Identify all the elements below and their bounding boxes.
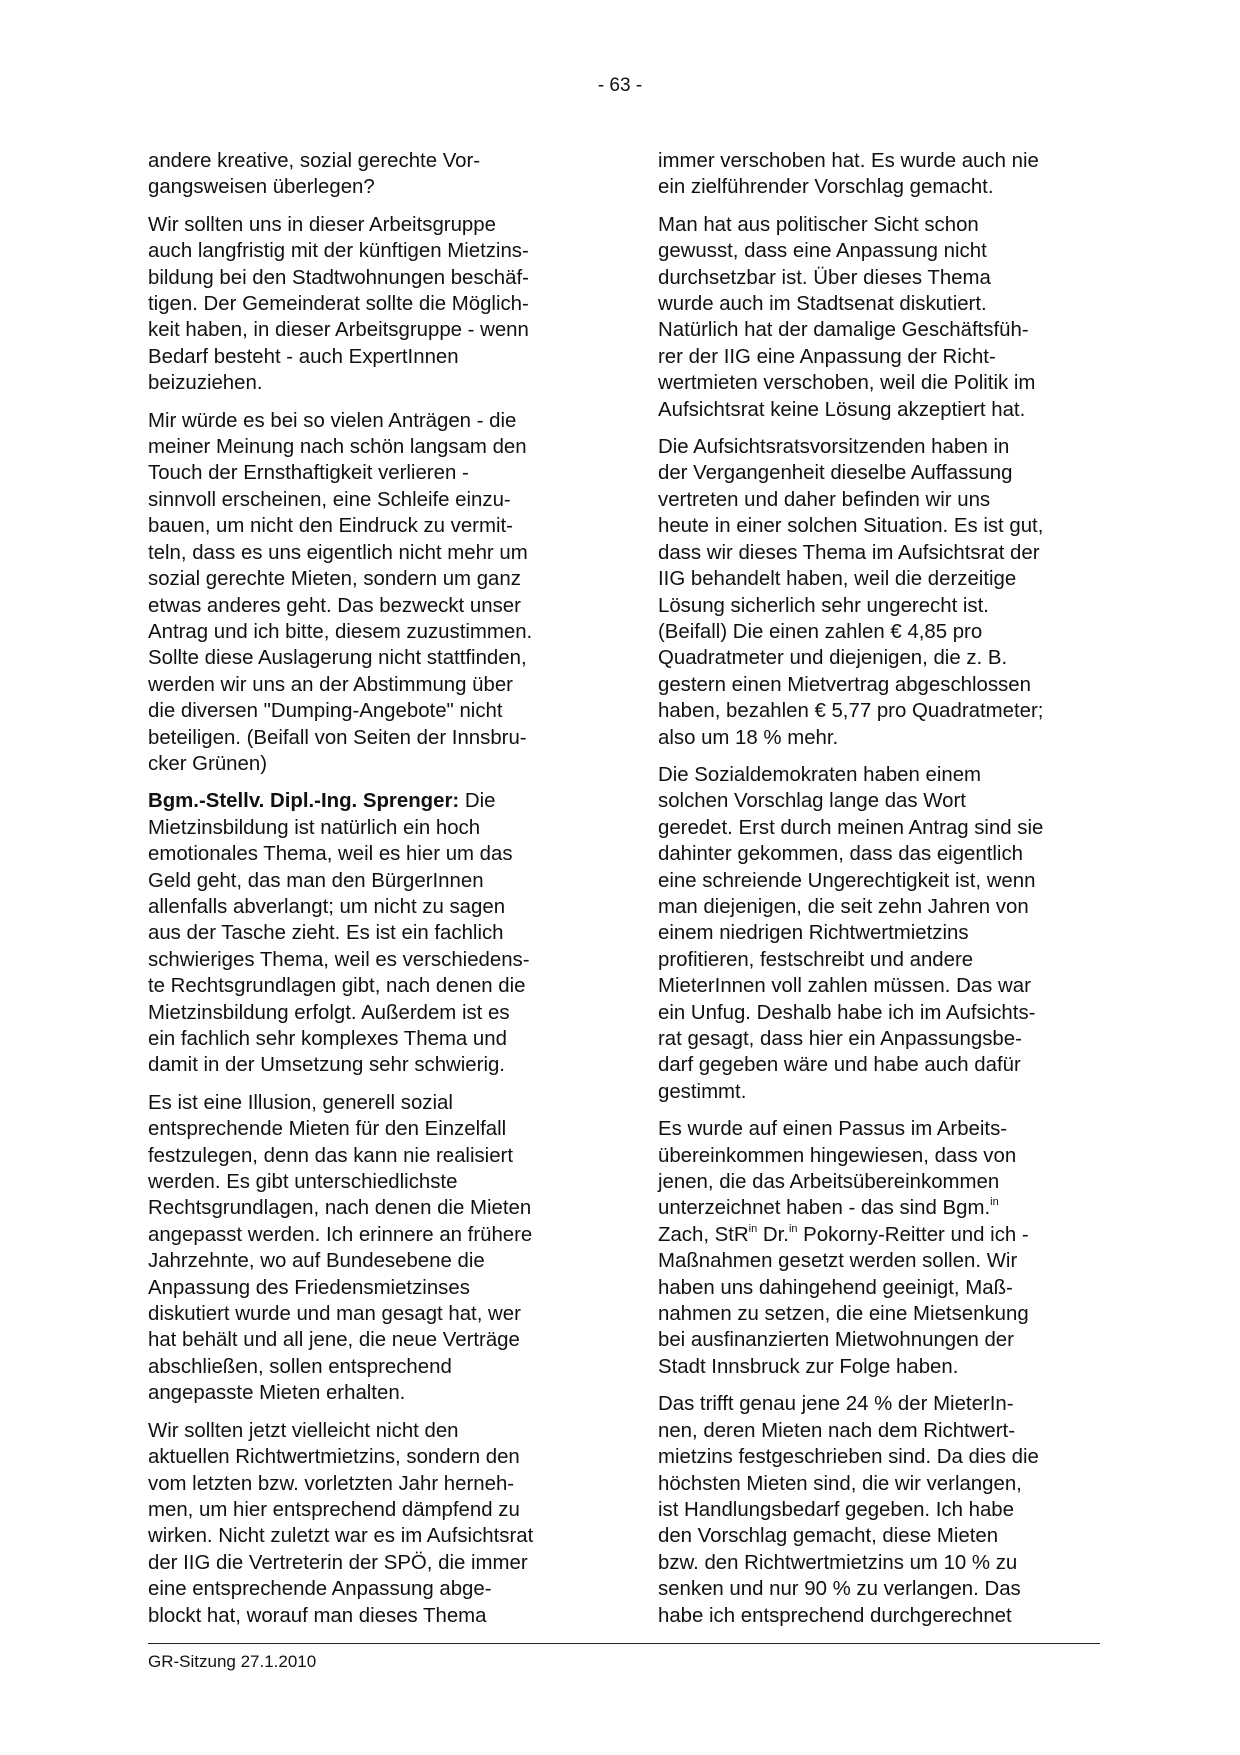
text-line: solchen Vorschlag lange das Wort [658,790,966,813]
text-line: cker Grünen) [148,752,267,775]
text-line: Aufsichtsrat keine Lösung akzeptiert hat. [658,398,1026,421]
text-line: gestimmt. [658,1080,747,1103]
text-line: schwieriges Thema, weil es verschiedens- [148,948,530,971]
paragraph [658,212,1098,423]
text-line: Es wurde auf einen Passus im Arbeits- [658,1118,1008,1141]
text-fragment: Dr. [757,1223,789,1246]
text-line: auch langfristig mit der künftigen Mietzins- [148,240,529,263]
text-line: geredet. Erst durch meinen Antrag sind sie [658,816,1044,839]
text-line: werden. Es gibt unterschiedlichste [148,1171,458,1194]
text-line: haben uns dahingehend geeinigt, Maß- [658,1276,1013,1299]
text-line: bei ausfinanzierten Mietwohnungen der [658,1329,1014,1352]
text-fragment: Zach, StR [658,1223,749,1246]
text-line: einem niedrigen Richtwertmietzins [658,922,969,945]
text-line: sinnvoll erscheinen, eine Schleife einzu- [148,488,511,511]
text-line: Mietzinsbildung ist natürlich ein hoch [148,816,481,839]
text-line: ist Handlungsbedarf gegeben. Ich habe [658,1498,1014,1521]
text-line: wertmieten verschoben, weil die Politik im [658,372,1036,395]
text-line: beizuziehen. [148,372,263,395]
text-line: te Rechtsgrundlagen gibt, nach denen die [148,975,526,998]
text-line: (Beifall) Die einen zahlen € 4,85 pro [658,620,983,643]
superscript: in [748,1222,758,1235]
text-line: gewusst, dass eine Anpassung nicht [658,240,987,263]
text-line: beteiligen. (Beifall von Seiten der Innsbru- [148,726,527,749]
text-line: teln, dass es uns eigentlich nicht mehr um [148,541,528,564]
text-line: habe ich entsprechend durchgerechnet [658,1604,1012,1627]
paragraph [148,1090,588,1407]
right-text-column [658,148,1098,1640]
text-line: übereinkommen hingewiesen, dass von [658,1144,1017,1167]
footer-divider [148,1643,1100,1644]
paragraph [658,1116,1098,1380]
text-line: dahinter gekommen, dass das eigentlich [658,843,1023,866]
text-line: Stadt Innsbruck zur Folge haben. [658,1355,959,1378]
text-line: werden wir uns an der Abstimmung über [148,673,513,696]
text-line: senken und nur 90 % zu verlangen. Das [658,1578,1021,1601]
text-line: wirken. Nicht zuletzt war es im Aufsichtsrat [148,1525,534,1548]
left-text-column [148,148,588,1640]
superscript: in [788,1222,798,1235]
text-line: Wir sollten jetzt vielleicht nicht den [148,1419,459,1442]
text-line: durchsetzbar ist. Über dieses Thema [658,266,991,289]
text-line: rat gesagt, dass hier ein Anpassungsbe- [658,1028,1022,1050]
text-fragment: unterzeichnet haben - das sind Bgm. [658,1197,991,1220]
text-line: emotionales Thema, weil es hier um das [148,843,513,866]
text-line: festzulegen, denn das kann nie realisiert [148,1144,514,1167]
text-line: Das trifft genau jene 24 % der MieterIn- [658,1393,1014,1416]
text-line: hat behält und all jene, die neue Verträge [148,1329,520,1352]
text-line: höchsten Mieten sind, die wir verlangen, [658,1472,1022,1495]
text-line: jenen, die das Arbeitsübereinkommen [658,1171,1000,1194]
text-line: gangsweisen überlegen? [148,176,375,199]
text-line: Anpassung des Friedensmietzinses [148,1276,470,1299]
text-line: etwas anderes geht. Das bezweckt unser [148,594,521,617]
text-line: Geld geht, das man den BürgerInnen [148,869,484,892]
text-line: keit haben, in dieser Arbeitsgruppe - wenn [148,319,529,342]
text-line: Jahrzehnte, wo auf Bundesebene die [148,1250,485,1273]
text-line: diskutiert wurde und man gesagt hat, wer [148,1303,521,1326]
text-line: aktuellen Richtwertmietzins, sondern den [148,1446,520,1469]
text-line: Rechtsgrundlagen, nach denen die Mieten [148,1197,532,1220]
text-line: bauen, um nicht den Eindruck zu vermit- [148,515,513,538]
text-line: den Vorschlag gemacht, diese Mieten [658,1525,999,1548]
text-line: nen, deren Mieten nach dem Richtwert- [658,1419,1016,1442]
text-line: meiner Meinung nach schön langsam den [148,436,527,459]
footer-session-date: GR-Sitzung 27.1.2010 [148,1652,317,1671]
text-line: Lösung sicherlich sehr ungerecht ist. [658,594,989,617]
text-line: heute in einer solchen Situation. Es ist gut, [658,515,1044,538]
text-line: Bedarf besteht - auch ExpertInnen [148,345,459,368]
text-line: Mietzinsbildung erfolgt. Außerdem ist es [148,1001,510,1024]
paragraph [148,1418,588,1629]
page-number: - 63 - [597,75,643,96]
paragraph [148,788,588,1078]
paragraph [148,148,588,201]
text-line: der IIG die Vertreterin der SPÖ, die immer [148,1551,528,1574]
text-line: die diversen "Dumping-Angebote" nicht [148,700,503,723]
text-line: man diejenigen, die seit zehn Jahren von [658,895,1029,918]
text-line: immer verschoben hat. Es wurde auch nie [658,150,1039,172]
text-line: entsprechende Mieten für den Einzelfall [148,1118,507,1141]
text-line: sozial gerechte Mieten, sondern um ganz [148,568,521,591]
text-line: andere kreative, sozial gerechte Vor- [148,150,481,172]
text-line: darf gegeben wäre und habe auch dafür [658,1054,1021,1077]
text-line: Quadratmeter und diejenigen, die z. B. [658,647,1008,670]
text-line [658,1222,1098,1248]
text-line: Touch der Ernsthaftigkeit verlieren - [148,462,469,485]
text-line: Wir sollten uns in dieser Arbeitsgruppe [148,213,496,236]
text-line: vom letzten bzw. vorletzten Jahr herneh- [148,1472,515,1495]
text-line: wurde auch im Stadtsenat diskutiert. [658,293,987,316]
text-line: Antrag und ich bitte, diesem zuzustimmen. [148,620,533,643]
speaker-text: Die [459,790,496,813]
text-line: angepasste Mieten erhalten. [148,1382,406,1405]
text-line: Natürlich hat der damalige Geschäftsfüh- [658,319,1029,342]
text-line: ein Unfug. Deshalb habe ich im Aufsichts- [658,1001,1036,1024]
paragraph [658,1391,1098,1629]
text-fragment: Pokorny-Reitter und ich - [797,1223,1029,1246]
text-line: angepasst werden. Ich erinnere an frühere [148,1223,533,1246]
text-line: abschließen, sollen entsprechend [148,1355,452,1378]
text-line: tigen. Der Gemeinderat sollte die Möglich- [148,293,529,316]
text-line: men, um hier entsprechend dämpfend zu [148,1498,520,1521]
paragraph [658,148,1098,201]
text-line: MieterInnen voll zahlen müssen. Das war [658,975,1031,998]
text-line: vertreten und daher befinden wir uns [658,488,991,511]
text-line [148,788,588,814]
text-line: mietzins festgeschrieben sind. Da dies die [658,1446,1039,1469]
text-line: Es ist eine Illusion, generell sozial [148,1091,453,1114]
text-line: Man hat aus politischer Sicht schon [658,213,979,236]
text-line: IIG behandelt haben, weil die derzeitige [658,568,1017,591]
superscript: in [990,1196,999,1209]
text-line: aus der Tasche zieht. Es ist ein fachlich [148,922,504,945]
text-line [658,1195,1098,1221]
text-line: ein fachlich sehr komplexes Thema und [148,1028,507,1050]
text-line: Maßnahmen gesetzt werden sollen. Wir [658,1250,1018,1273]
text-line: allenfalls abverlangt; um nicht zu sagen [148,895,506,918]
text-line: Die Sozialdemokraten haben einem [658,763,982,786]
text-line: dass wir dieses Thema im Aufsichtsrat der [658,541,1040,564]
text-line: profitieren, festschreibt und andere [658,948,974,971]
text-line: haben, bezahlen € 5,77 pro Quadratmeter; [658,700,1044,723]
text-line: bildung bei den Stadtwohnungen beschäf- [148,266,529,289]
text-line: Mir würde es bei so vielen Anträgen - die [148,409,517,432]
paragraph [148,408,588,778]
paragraph [658,434,1098,751]
text-line: damit in der Umsetzung sehr schwierig. [148,1054,505,1077]
text-line: Sollte diese Auslagerung nicht stattfinden, [148,647,527,670]
text-line: rer der IIG eine Anpassung der Richt- [658,345,996,368]
text-line: ein zielführender Vorschlag gemacht. [658,176,994,199]
speaker-name: Bgm.-Stellv. Dipl.-Ing. Sprenger: [148,790,460,813]
paragraph [658,762,1098,1105]
text-line: bzw. den Richtwertmietzins um 10 % zu [658,1551,1018,1574]
text-line: Die Aufsichtsratsvorsitzenden haben in [658,436,1010,459]
paragraph [148,212,588,397]
text-line: blockt hat, worauf man dieses Thema [148,1604,487,1627]
text-line: gestern einen Mietvertrag abgeschlossen [658,673,1031,696]
text-line: eine entsprechende Anpassung abge- [148,1578,492,1601]
text-line: also um 18 % mehr. [658,726,839,749]
text-line: der Vergangenheit dieselbe Auffassung [658,462,1013,485]
text-line: nahmen zu setzen, die eine Mietsenkung [658,1303,1029,1326]
text-line: eine schreiende Ungerechtigkeit ist, wenn [658,869,1036,892]
